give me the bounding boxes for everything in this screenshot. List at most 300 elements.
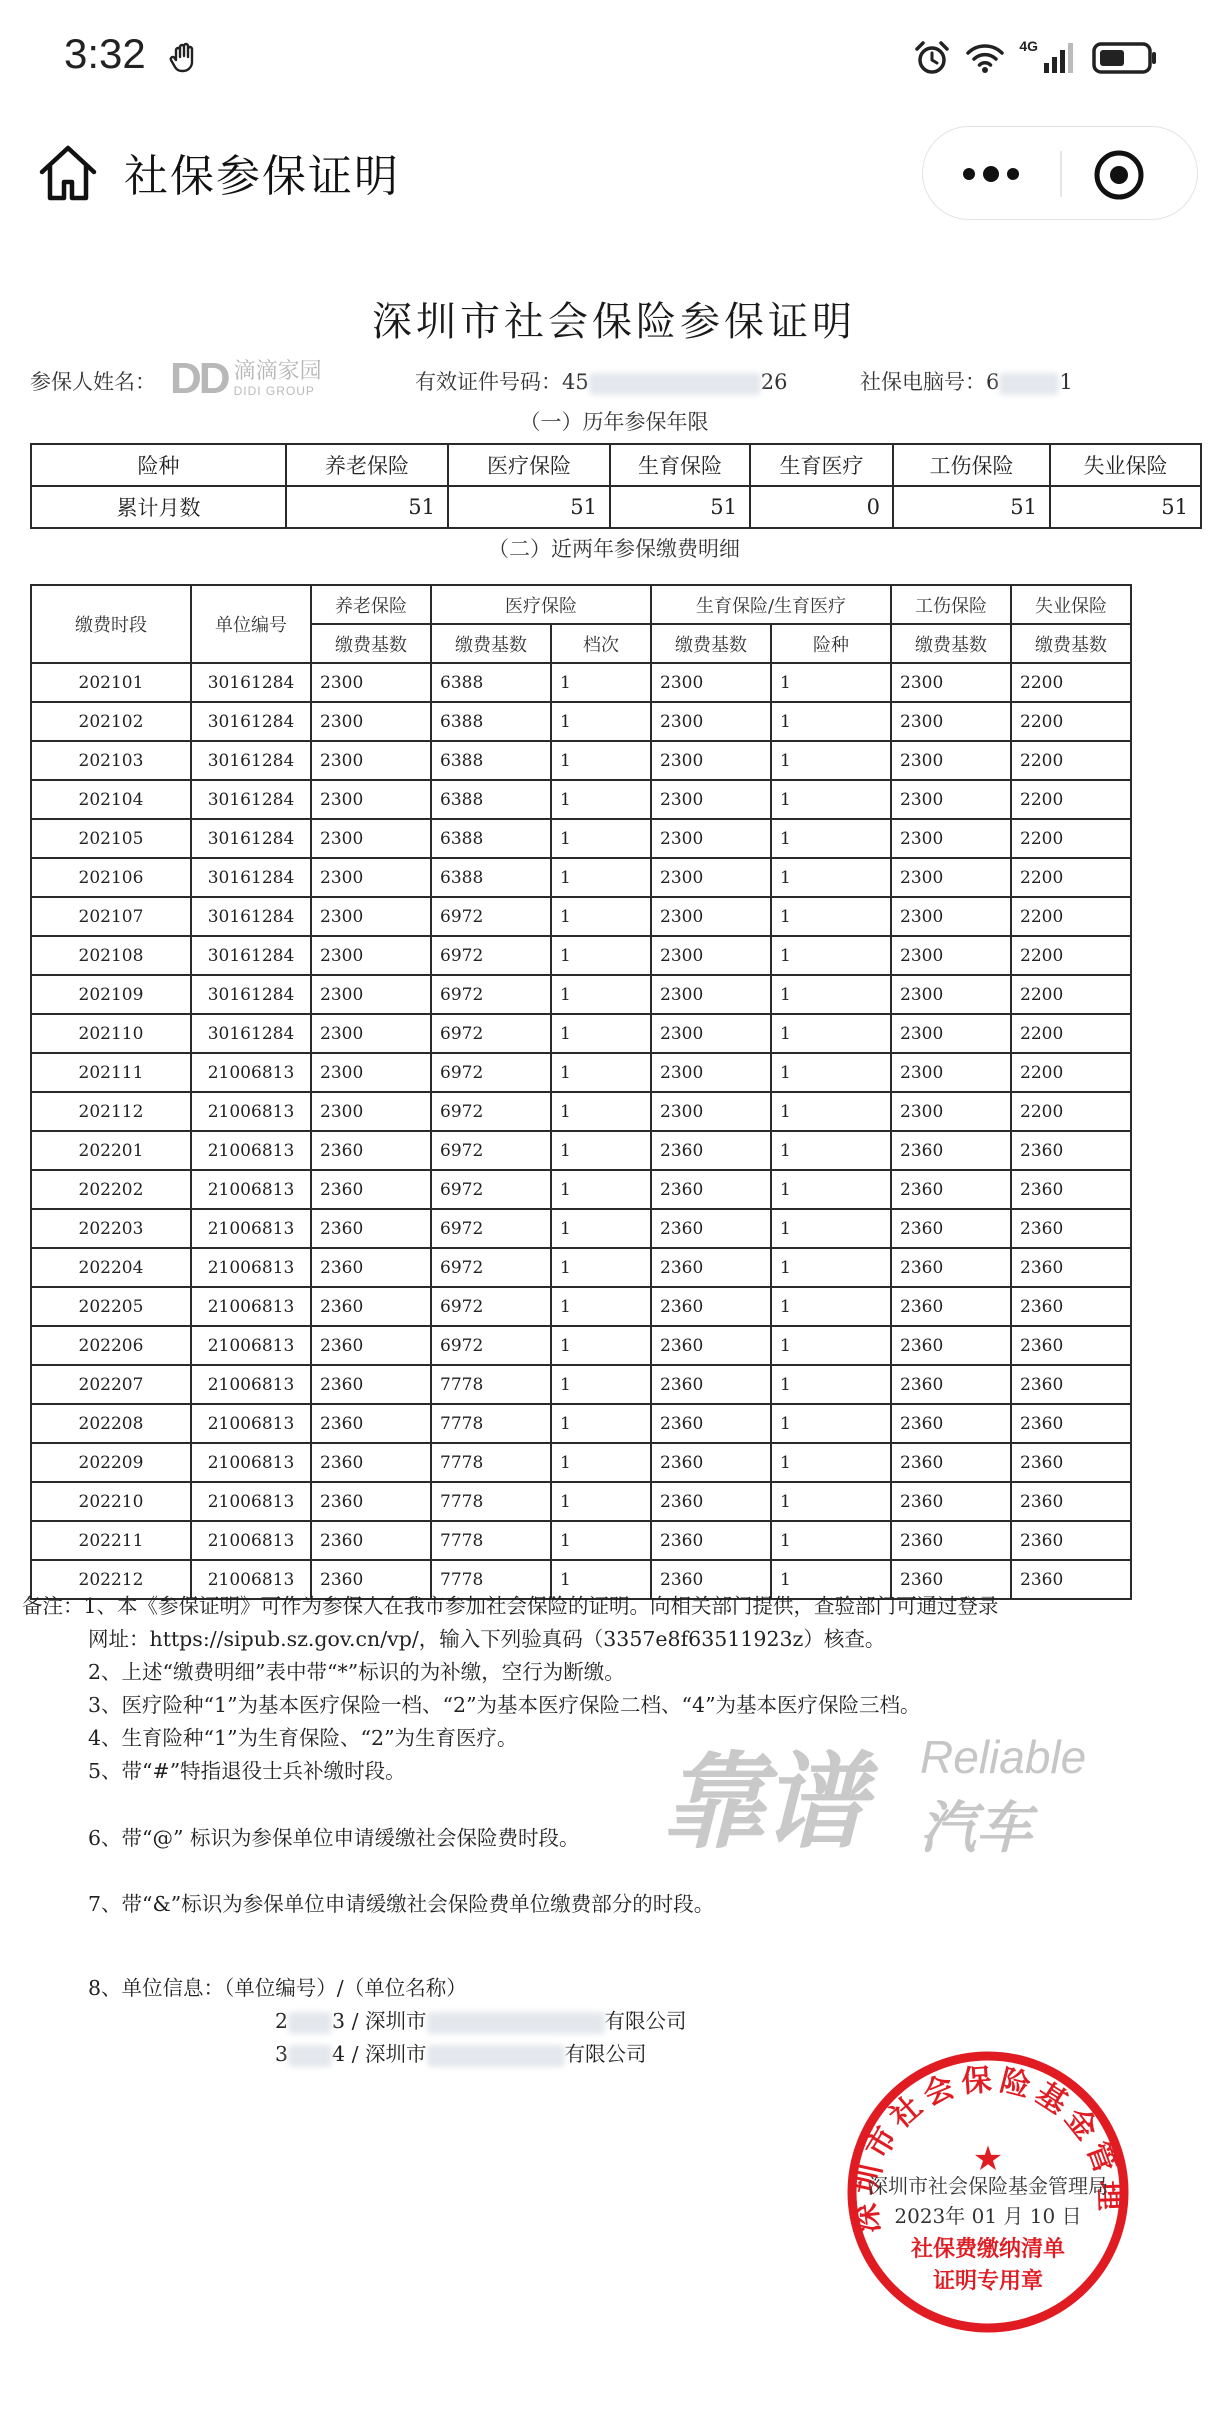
summary-value: 51 — [893, 486, 1050, 528]
medical-header: 医疗保险 — [431, 585, 651, 624]
table-cell: 202101 — [31, 663, 191, 702]
table-cell: 2360 — [1011, 1248, 1131, 1287]
pension-header: 养老保险 — [311, 585, 431, 624]
table-cell: 30161284 — [191, 702, 311, 741]
table-cell: 2300 — [311, 1092, 431, 1131]
table-cell: 2300 — [651, 975, 771, 1014]
table-cell: 2300 — [891, 663, 1011, 702]
table-row — [31, 1287, 1131, 1326]
table-cell: 6972 — [431, 1131, 551, 1170]
table-cell: 1 — [771, 1287, 891, 1326]
table-cell: 2300 — [891, 1053, 1011, 1092]
page-title: 社保参保证明 — [124, 151, 400, 202]
table-cell: 2360 — [1011, 1209, 1131, 1248]
certificate-document — [0, 230, 1228, 2436]
watermark-cn: 靠谱 — [662, 1741, 863, 1863]
hand-icon — [168, 40, 202, 74]
table-cell: 202206 — [31, 1326, 191, 1365]
table-cell: 1 — [551, 1209, 651, 1248]
table-cell: 2360 — [651, 1170, 771, 1209]
table-cell: 21006813 — [191, 1170, 311, 1209]
table-cell: 2360 — [891, 1443, 1011, 1482]
table-cell: 2300 — [311, 819, 431, 858]
table-cell: 202106 — [31, 858, 191, 897]
note-3: 3、医疗险种“1”为基本医疗保险一档、“2”为基本医疗保险二档、“4”为基本医疗保险三档。 — [88, 1693, 921, 1717]
table-cell: 1 — [771, 780, 891, 819]
table-cell: 2300 — [651, 663, 771, 702]
table-cell: 202212 — [31, 1560, 191, 1599]
table-cell: 1 — [771, 1014, 891, 1053]
table-cell: 2300 — [311, 780, 431, 819]
table-row — [31, 936, 1131, 975]
table-cell: 21006813 — [191, 1326, 311, 1365]
table-cell: 202211 — [31, 1521, 191, 1560]
table-cell: 1 — [551, 1170, 651, 1209]
redacted-id — [589, 373, 761, 395]
unit1-tail: 有限公司 — [604, 2009, 687, 2033]
note-5: 5、带“#”特指退役士兵补缴时段。 — [88, 1759, 406, 1783]
table-cell: 2360 — [311, 1365, 431, 1404]
table-cell: 202201 — [31, 1131, 191, 1170]
id-number — [415, 366, 787, 396]
table-cell: 2360 — [891, 1209, 1011, 1248]
table-cell: 6972 — [431, 1287, 551, 1326]
signal-icon — [1042, 41, 1078, 75]
table-cell: 202107 — [31, 897, 191, 936]
table-row — [31, 1248, 1131, 1287]
table-cell: 30161284 — [191, 663, 311, 702]
table-cell: 1 — [551, 819, 651, 858]
table-cell: 202112 — [31, 1092, 191, 1131]
table-cell: 6972 — [431, 1014, 551, 1053]
table-cell: 2300 — [651, 702, 771, 741]
table-cell: 2300 — [311, 1053, 431, 1092]
table-cell: 2360 — [651, 1521, 771, 1560]
table-cell: 2200 — [1011, 1014, 1131, 1053]
table-cell: 2300 — [891, 975, 1011, 1014]
summary-value: 51 — [610, 486, 750, 528]
table-cell: 202109 — [31, 975, 191, 1014]
table-cell: 2360 — [891, 1560, 1011, 1599]
table-cell: 1 — [771, 819, 891, 858]
table-cell: 2360 — [1011, 1560, 1131, 1599]
table-cell: 1 — [551, 780, 651, 819]
table-cell: 202105 — [31, 819, 191, 858]
table-cell: 7778 — [431, 1560, 551, 1599]
period-header: 缴费时段 — [31, 585, 191, 663]
summary-header: 生育保险 — [610, 444, 750, 486]
didi-logo — [170, 354, 322, 404]
table-cell: 30161284 — [191, 780, 311, 819]
table-cell: 1 — [551, 1443, 651, 1482]
table-cell: 2360 — [1011, 1404, 1131, 1443]
table-cell: 2300 — [891, 702, 1011, 741]
table-cell: 2360 — [891, 1404, 1011, 1443]
table-cell: 21006813 — [191, 1131, 311, 1170]
table-row — [31, 702, 1131, 741]
personal-info-row — [30, 354, 1200, 403]
network-type-label: 4G — [1019, 38, 1038, 54]
computer-no-label: 社保电脑号： — [860, 370, 986, 394]
table-row — [31, 975, 1131, 1014]
table-cell: 2360 — [891, 1248, 1011, 1287]
table-cell: 1 — [771, 1443, 891, 1482]
table-cell: 2360 — [1011, 1170, 1131, 1209]
table-cell: 2200 — [1011, 819, 1131, 858]
table-cell: 1 — [551, 1092, 651, 1131]
payment-detail-table — [30, 584, 1132, 1600]
capsule-menu — [922, 126, 1198, 220]
table-cell: 1 — [551, 858, 651, 897]
table-row — [31, 1053, 1131, 1092]
table-cell: 202210 — [31, 1482, 191, 1521]
table-cell: 1 — [551, 1014, 651, 1053]
table-cell: 1 — [771, 897, 891, 936]
note-4: 4、生育险种“1”为生育保险、“2”为生育医疗。 — [88, 1726, 518, 1750]
table-row — [31, 1170, 1131, 1209]
table-cell: 2300 — [651, 741, 771, 780]
table-cell: 202110 — [31, 1014, 191, 1053]
table-cell: 2360 — [891, 1287, 1011, 1326]
table-cell: 2200 — [1011, 975, 1131, 1014]
official-seal — [838, 2042, 1138, 2342]
years-summary-table — [30, 443, 1202, 529]
table-cell: 2300 — [891, 936, 1011, 975]
note-1: 备注：1、本《参保证明》可作为参保人在我市参加社会保险的证明。向相关部门提供，查验部门可通过登录 — [22, 1594, 999, 1618]
table-cell: 1 — [771, 975, 891, 1014]
table-cell: 202203 — [31, 1209, 191, 1248]
computer-no-suffix: 1 — [1059, 370, 1073, 394]
table-cell: 2300 — [311, 975, 431, 1014]
summary-value: 51 — [1050, 486, 1201, 528]
table-cell: 2300 — [891, 858, 1011, 897]
table-cell: 2360 — [651, 1443, 771, 1482]
unit2-prefix: 3 — [275, 2042, 289, 2066]
table-cell: 1 — [771, 1365, 891, 1404]
table-cell: 1 — [771, 1248, 891, 1287]
summary-header: 医疗保险 — [448, 444, 610, 486]
seal-date: 2023年 01 月 10 日 — [894, 2204, 1082, 2228]
unit-info-1 — [275, 2005, 687, 2038]
table-cell: 21006813 — [191, 1248, 311, 1287]
base-subheader: 缴费基数 — [651, 624, 771, 663]
table-cell: 202111 — [31, 1053, 191, 1092]
table-cell: 202208 — [31, 1404, 191, 1443]
table-cell: 30161284 — [191, 897, 311, 936]
base-subheader: 缴费基数 — [1011, 624, 1131, 663]
table-cell: 1 — [771, 663, 891, 702]
table-cell: 2300 — [891, 897, 1011, 936]
table-cell: 2360 — [1011, 1326, 1131, 1365]
status-time: 3:32 — [64, 30, 146, 77]
table-cell: 7778 — [431, 1443, 551, 1482]
table-cell: 2300 — [651, 819, 771, 858]
table-cell: 2360 — [1011, 1131, 1131, 1170]
seal-star: ★ — [972, 2139, 1004, 2179]
note-8: 8、单位信息：（单位编号）/（单位名称） — [88, 1976, 467, 2000]
table-row — [31, 1326, 1131, 1365]
table-row — [31, 663, 1131, 702]
table-cell: 2200 — [1011, 663, 1131, 702]
table-cell: 2200 — [1011, 741, 1131, 780]
table-cell: 2300 — [311, 897, 431, 936]
seal-org: 深圳市社会保险基金管理局 — [868, 2174, 1108, 2198]
maternity-header: 生育保险/生育医疗 — [651, 585, 891, 624]
table-cell: 2300 — [651, 936, 771, 975]
table-cell: 1 — [551, 1521, 651, 1560]
dot-icon — [963, 168, 975, 180]
id-label: 有效证件号码： — [415, 370, 562, 394]
table-row — [31, 1521, 1131, 1560]
table-row — [31, 1209, 1131, 1248]
table-cell: 30161284 — [191, 858, 311, 897]
status-bar — [0, 0, 1228, 120]
table-cell: 6972 — [431, 936, 551, 975]
unit2-suffix: 4 / 深圳市 — [332, 2042, 427, 2066]
table-row — [31, 1365, 1131, 1404]
table-cell: 2360 — [311, 1443, 431, 1482]
table-cell: 2200 — [1011, 897, 1131, 936]
dot-icon — [1007, 168, 1019, 180]
close-miniprogram-icon[interactable] — [1091, 147, 1147, 203]
table-cell: 21006813 — [191, 1404, 311, 1443]
id-suffix: 26 — [760, 370, 788, 394]
table-cell: 2360 — [651, 1365, 771, 1404]
summary-header: 工伤保险 — [893, 444, 1050, 486]
table-cell: 2360 — [311, 1287, 431, 1326]
table-cell: 2200 — [1011, 1053, 1131, 1092]
table-cell: 2360 — [1011, 1521, 1131, 1560]
table-cell: 2360 — [311, 1170, 431, 1209]
table-cell: 1 — [551, 702, 651, 741]
table-cell: 6388 — [431, 741, 551, 780]
table-cell: 1 — [551, 1326, 651, 1365]
unit1-suffix: 3 / 深圳市 — [332, 2009, 427, 2033]
summary-value: 0 — [750, 486, 893, 528]
alarm-icon — [913, 39, 951, 77]
table-cell: 1 — [771, 1131, 891, 1170]
type-subheader: 险种 — [771, 624, 891, 663]
table-row — [31, 819, 1131, 858]
table-cell: 2300 — [311, 663, 431, 702]
table-cell: 6972 — [431, 1326, 551, 1365]
table-cell: 2200 — [1011, 780, 1131, 819]
table-cell: 6972 — [431, 1170, 551, 1209]
table-cell: 2360 — [891, 1131, 1011, 1170]
table-cell: 2360 — [1011, 1482, 1131, 1521]
table-cell: 1 — [771, 1326, 891, 1365]
table-cell: 21006813 — [191, 1560, 311, 1599]
detail-header-row — [31, 585, 1131, 624]
table-cell: 1 — [551, 1287, 651, 1326]
insured-name-label: 参保人姓名： — [30, 370, 156, 394]
table-cell: 6972 — [431, 1053, 551, 1092]
note-7: 7、带“&”标识为参保单位申请缓缴社会保险费单位缴费部分的时段。 — [88, 1892, 715, 1916]
redacted-unit-code — [288, 2045, 332, 2067]
table-cell: 30161284 — [191, 1014, 311, 1053]
table-cell: 1 — [771, 1404, 891, 1443]
table-cell: 2200 — [1011, 858, 1131, 897]
summary-row-label: 累计月数 — [31, 486, 286, 528]
battery-icon — [1092, 41, 1158, 75]
summary-header: 险种 — [31, 444, 286, 486]
note-2: 2、上述“缴费明细”表中带“*”标识的为补缴，空行为断缴。 — [88, 1660, 625, 1684]
grade-subheader: 档次 — [551, 624, 651, 663]
table-cell: 2360 — [651, 1209, 771, 1248]
table-cell: 1 — [551, 1482, 651, 1521]
table-cell: 6972 — [431, 1092, 551, 1131]
table-cell: 6972 — [431, 1209, 551, 1248]
table-cell: 21006813 — [191, 1521, 311, 1560]
table-cell: 21006813 — [191, 1365, 311, 1404]
table-cell: 7778 — [431, 1365, 551, 1404]
table-cell: 6972 — [431, 897, 551, 936]
dot-icon — [983, 166, 999, 182]
table-cell: 6388 — [431, 663, 551, 702]
summary-header: 失业保险 — [1050, 444, 1201, 486]
more-button[interactable] — [923, 127, 1059, 221]
table-row — [31, 780, 1131, 819]
table-cell: 2200 — [1011, 702, 1131, 741]
table-cell: 202209 — [31, 1443, 191, 1482]
table-cell: 21006813 — [191, 1092, 311, 1131]
unit1-prefix: 2 — [275, 2009, 289, 2033]
redacted-computer-no — [999, 373, 1059, 395]
table-cell: 2200 — [1011, 936, 1131, 975]
table-cell: 2360 — [651, 1131, 771, 1170]
table-cell: 1 — [551, 1365, 651, 1404]
table-cell: 1 — [771, 1521, 891, 1560]
unit-header: 单位编号 — [191, 585, 311, 663]
table-cell: 2360 — [651, 1404, 771, 1443]
section2-title: （二）近两年参保缴费明细 — [488, 537, 740, 561]
table-cell: 6388 — [431, 702, 551, 741]
table-cell: 2360 — [891, 1365, 1011, 1404]
table-cell: 2360 — [891, 1326, 1011, 1365]
summary-value: 51 — [286, 486, 448, 528]
table-cell: 1 — [771, 858, 891, 897]
table-cell: 2300 — [311, 741, 431, 780]
table-cell: 6388 — [431, 858, 551, 897]
table-cell: 2300 — [311, 936, 431, 975]
table-row — [31, 1404, 1131, 1443]
table-cell: 2360 — [311, 1326, 431, 1365]
table-cell: 1 — [551, 741, 651, 780]
table-cell: 1 — [551, 975, 651, 1014]
table-row — [31, 1443, 1131, 1482]
table-cell: 2360 — [891, 1521, 1011, 1560]
table-cell: 1 — [551, 1404, 651, 1443]
table-cell: 2300 — [891, 1092, 1011, 1131]
table-cell: 21006813 — [191, 1209, 311, 1248]
capsule-divider — [1060, 151, 1062, 197]
table-cell: 1 — [551, 897, 651, 936]
table-cell: 2300 — [891, 819, 1011, 858]
table-cell: 2300 — [311, 702, 431, 741]
table-cell: 6972 — [431, 975, 551, 1014]
table-cell: 2360 — [651, 1287, 771, 1326]
redacted-unit-code — [288, 2012, 332, 2034]
table-cell: 2360 — [651, 1326, 771, 1365]
seal-line-1: 社保费缴纳清单 — [910, 2237, 1065, 2262]
home-icon[interactable] — [36, 142, 100, 206]
table-cell: 6972 — [431, 1248, 551, 1287]
watermark-cn2: 汽车 — [920, 1796, 1032, 1861]
summary-header: 生育医疗 — [750, 444, 893, 486]
logo-en: DIDI GROUP — [233, 384, 315, 398]
unit-info-2 — [275, 2038, 647, 2071]
table-cell: 30161284 — [191, 819, 311, 858]
table-cell: 2300 — [311, 1014, 431, 1053]
table-cell: 2360 — [1011, 1365, 1131, 1404]
table-cell: 2360 — [311, 1404, 431, 1443]
table-cell: 2360 — [891, 1170, 1011, 1209]
table-cell: 202102 — [31, 702, 191, 741]
reliable-car-watermark — [662, 1718, 1132, 1868]
table-cell: 2300 — [891, 1014, 1011, 1053]
table-cell: 2300 — [891, 741, 1011, 780]
table-cell: 6388 — [431, 780, 551, 819]
id-prefix: 45 — [562, 370, 589, 394]
table-cell: 1 — [551, 1053, 651, 1092]
section1-title: （一）历年参保年限 — [519, 410, 709, 434]
nav-bar — [0, 120, 1228, 230]
table-cell: 202202 — [31, 1170, 191, 1209]
note-1b: 网址：https://sipub.sz.gov.cn/vp/，输入下列验真码（3357e8f63511923z）核查。 — [88, 1627, 886, 1651]
seal-ring-path: 深圳市社会保险基金管理 — [847, 2062, 1128, 2236]
note-6: 6、带“@” 标识为参保单位申请缓缴社会保险费时段。 — [88, 1826, 580, 1850]
table-cell: 2360 — [1011, 1287, 1131, 1326]
table-cell: 1 — [771, 936, 891, 975]
table-cell: 1 — [771, 1170, 891, 1209]
seal-line-2: 证明专用章 — [932, 2269, 1043, 2294]
table-cell: 2360 — [311, 1482, 431, 1521]
table-cell: 21006813 — [191, 1053, 311, 1092]
table-cell: 6388 — [431, 819, 551, 858]
summary-header: 养老保险 — [286, 444, 448, 486]
table-cell: 21006813 — [191, 1443, 311, 1482]
base-subheader: 缴费基数 — [431, 624, 551, 663]
computer-no-prefix: 6 — [986, 370, 1000, 394]
document-title: 深圳市社会保险参保证明 — [372, 299, 856, 345]
table-cell: 2300 — [891, 780, 1011, 819]
table-cell: 7778 — [431, 1521, 551, 1560]
table-cell: 2300 — [651, 1053, 771, 1092]
table-cell: 7778 — [431, 1482, 551, 1521]
table-cell: 202104 — [31, 780, 191, 819]
table-row — [31, 897, 1131, 936]
table-cell: 7778 — [431, 1404, 551, 1443]
table-cell: 2300 — [651, 858, 771, 897]
table-cell: 21006813 — [191, 1287, 311, 1326]
table-cell: 30161284 — [191, 741, 311, 780]
table-cell: 1 — [551, 1131, 651, 1170]
table-cell: 2300 — [311, 858, 431, 897]
table-row — [31, 1014, 1131, 1053]
table-cell: 30161284 — [191, 975, 311, 1014]
table-cell: 2360 — [311, 1131, 431, 1170]
summary-value-row — [31, 486, 1201, 528]
table-cell: 1 — [771, 741, 891, 780]
table-cell: 2360 — [311, 1209, 431, 1248]
table-cell: 1 — [771, 702, 891, 741]
wifi-icon — [965, 41, 1005, 75]
table-cell: 2300 — [651, 780, 771, 819]
unit2-tail: 有限公司 — [564, 2042, 647, 2066]
base-subheader: 缴费基数 — [311, 624, 431, 663]
unemployment-header: 失业保险 — [1011, 585, 1131, 624]
table-cell: 1 — [551, 1560, 651, 1599]
